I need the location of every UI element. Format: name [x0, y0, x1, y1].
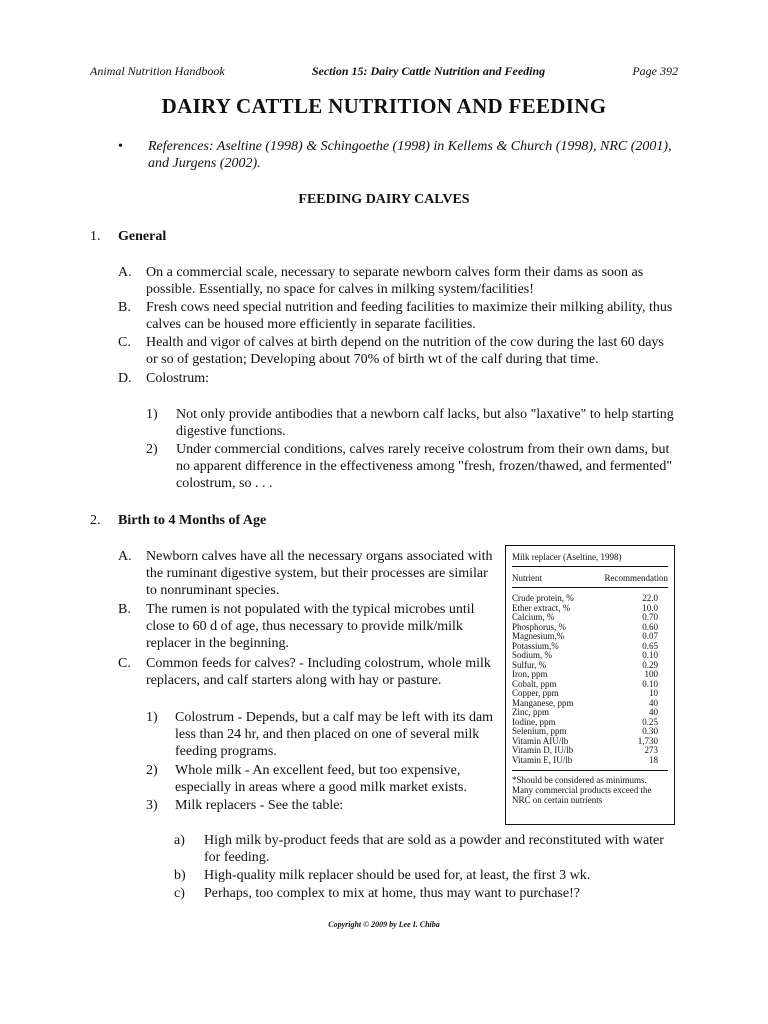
nutrient-cell: Iodine, ppm [512, 716, 556, 727]
table-footnote: *Should be considered as minimums. Many commercial products exceed the NRC on certain nutrients [512, 770, 668, 805]
nutrient-cell: Magnesium,% [512, 631, 565, 641]
table-row [512, 698, 668, 708]
table-row [512, 755, 668, 765]
table-row [512, 612, 668, 622]
list-item [118, 264, 678, 298]
section-heading: FEEDING DAIRY CALVES [298, 192, 470, 207]
nutrient-cell: Sodium, % [512, 650, 553, 660]
table-row [512, 717, 668, 727]
list-item [146, 797, 498, 814]
book-title: Animal Nutrition Handbook [90, 64, 225, 78]
table-row [512, 736, 668, 746]
nutrient-cell: Vitamin D, IU/lb [512, 745, 574, 755]
list-item [146, 406, 678, 440]
value-cell: 0.07 [642, 631, 658, 641]
table-row [512, 631, 668, 641]
list-item [118, 370, 678, 387]
item-text: High milk by-product feeds that are sold as a powder and reconstituted with water for feeding. [204, 833, 664, 865]
list-item [174, 832, 678, 866]
nutrient-cell: Crude protein, % [512, 593, 574, 603]
value-cell: 273 [644, 745, 658, 755]
table-row [512, 622, 668, 632]
table-body [512, 593, 668, 764]
milk-replacer-table [505, 545, 675, 825]
item-marker: 2) [146, 763, 158, 778]
item-text: Colostrum - Depends, but a calf may be left with its dam less than 24 hr, and then placed on one of several milk feeding programs. [175, 710, 494, 759]
item-marker: C. [118, 335, 131, 350]
list-item [174, 885, 678, 902]
table-header [512, 567, 668, 588]
item-text: Perhaps, too complex to mix at home, thus may want to purchase!? [204, 886, 580, 901]
nutrient-cell: Selenium, ppm [512, 726, 567, 736]
item-text: Fresh cows need special nutrition and feeding facilities to maximize their milking ability, thus calves can be housed more efficiently in separate facilities. [146, 300, 673, 332]
value-cell: 0.30 [642, 726, 658, 736]
nutrient-cell: Cobalt, ppm [512, 678, 557, 689]
list-item [118, 655, 498, 689]
item-marker: a) [174, 833, 185, 848]
page-title: DAIRY CATTLE NUTRITION AND FEEDING [161, 94, 607, 118]
item-text: Milk replacers - See the table: [175, 798, 344, 813]
table-row [512, 726, 668, 736]
value-cell: 40 [649, 697, 658, 708]
list-item [146, 762, 498, 796]
item-text: Common feeds for calves? - Including colostrum, whole milk replacers, and calf starters along with hay or pasture. [146, 656, 491, 688]
list-item [118, 548, 498, 599]
item-marker: 1) [146, 407, 158, 422]
list-item [118, 601, 498, 652]
item-marker: 1) [146, 710, 158, 725]
table-row [512, 660, 668, 670]
nutrient-cell: Calcium, % [512, 612, 555, 622]
page-number: Page 392 [632, 64, 678, 78]
list-item [118, 334, 678, 368]
table-row [512, 707, 668, 717]
heading-text: Birth to 4 Months of Age [118, 513, 267, 528]
column-header-recommendation: Recommendation [604, 573, 668, 583]
bullet-icon: • [118, 139, 123, 154]
value-cell: 100 [644, 669, 658, 679]
item-marker: A. [118, 265, 132, 280]
heading-number: 2. [90, 513, 101, 528]
list-item [146, 709, 498, 760]
nutrient-cell: Potassium,% [512, 640, 559, 651]
value-cell: 0.65 [642, 640, 658, 651]
item-text: On a commercial scale, necessary to separate newborn calves form their dams as soon as possible. Essentially, no space for calves in milking system/facilities! [146, 265, 644, 297]
item-text: Colostrum: [146, 371, 210, 386]
nutrient-cell: Iron, ppm [512, 669, 548, 679]
list-item [146, 441, 678, 492]
references [118, 138, 678, 172]
item-text: Not only provide antibodies that a newborn calf lacks, but also "laxative" to help starting digestive functions. [176, 407, 674, 439]
running-header [90, 64, 678, 79]
value-cell: 0.25 [642, 716, 658, 727]
table-row [512, 603, 668, 613]
references-text: References: Aseltine (1998) & Schingoethe (1998) in Kellems & Church (1998), NRC (2001), and Jurgens (2002). [148, 139, 672, 171]
copyright: Copyright © 2009 by Lee I. Chiba [328, 920, 440, 929]
heading-number: 1. [90, 229, 101, 244]
table-row [512, 641, 668, 651]
item-marker: b) [174, 868, 186, 883]
value-cell: 0.70 [642, 612, 658, 622]
table-row [512, 650, 668, 660]
nutrient-cell: Vitamin AIU/lb [512, 735, 569, 746]
value-cell: 0.29 [642, 659, 658, 670]
value-cell: 0.60 [642, 621, 658, 632]
nutrient-cell: Manganese, ppm [512, 697, 574, 708]
section-title: Section 15: Dairy Cattle Nutrition and Feeding [311, 64, 546, 78]
item-marker: c) [174, 886, 185, 901]
item-text: Whole milk - An excellent feed, but too expensive, especially in areas where a good milk market exists. [175, 763, 467, 795]
item-marker: B. [118, 300, 131, 315]
item-text: Newborn calves have all the necessary organs associated with the ruminant digestive system, but their processes are similar to nonruminant species. [146, 549, 493, 598]
value-cell: 10.0 [642, 602, 658, 613]
item-text: Health and vigor of calves at birth depend on the nutrition of the cow during the last 60 days or so of gestation; Developing about 70% of birth wt of the calf during that time. [146, 335, 664, 367]
table-title: Milk replacer (Aseltine, 1998) [512, 552, 668, 567]
list-item [118, 299, 678, 333]
table-row [512, 593, 668, 603]
value-cell: 1,730 [637, 735, 658, 746]
table-row [512, 745, 668, 755]
nutrient-cell: Ether extract, % [512, 602, 571, 613]
heading-text: General [118, 229, 167, 244]
table-row [512, 679, 668, 689]
table-row [512, 688, 668, 698]
item-text: The rumen is not populated with the typical microbes until close to 60 d of age, thus necessary to provide milk/milk replacer in the beginning. [146, 602, 475, 651]
item-marker: 2) [146, 442, 158, 457]
nutrient-cell: Zinc, ppm [512, 707, 549, 717]
nutrient-cell: Sulfur, % [512, 659, 547, 670]
nutrient-cell: Phosphorus, % [512, 621, 567, 632]
nutrient-cell: Vitamin E, IU/lb [512, 754, 573, 765]
item-marker: 3) [146, 798, 158, 813]
item-text: High-quality milk replacer should be used for, at least, the first 3 wk. [204, 868, 591, 883]
item-marker: B. [118, 602, 131, 617]
value-cell: 22.0 [642, 593, 658, 603]
item-marker: D. [118, 371, 132, 386]
value-cell: 0.10 [642, 650, 658, 660]
column-header-nutrient: Nutrient [512, 573, 542, 583]
item-text: Under commercial conditions, calves rarely receive colostrum from their own dams, but no apparent difference in the effectiveness among "fresh, frozen/thawed, and fermented" colostrum, so . . . [176, 442, 673, 491]
item-marker: C. [118, 656, 131, 671]
table-row [512, 669, 668, 679]
item-marker: A. [118, 549, 132, 564]
value-cell: 40 [649, 707, 658, 717]
value-cell: 0.10 [642, 678, 658, 689]
value-cell: 18 [649, 754, 658, 765]
value-cell: 10 [649, 688, 658, 698]
list-item [174, 867, 678, 884]
nutrient-cell: Copper, ppm [512, 688, 559, 698]
heading-general [90, 229, 166, 245]
heading-birth [90, 513, 266, 529]
